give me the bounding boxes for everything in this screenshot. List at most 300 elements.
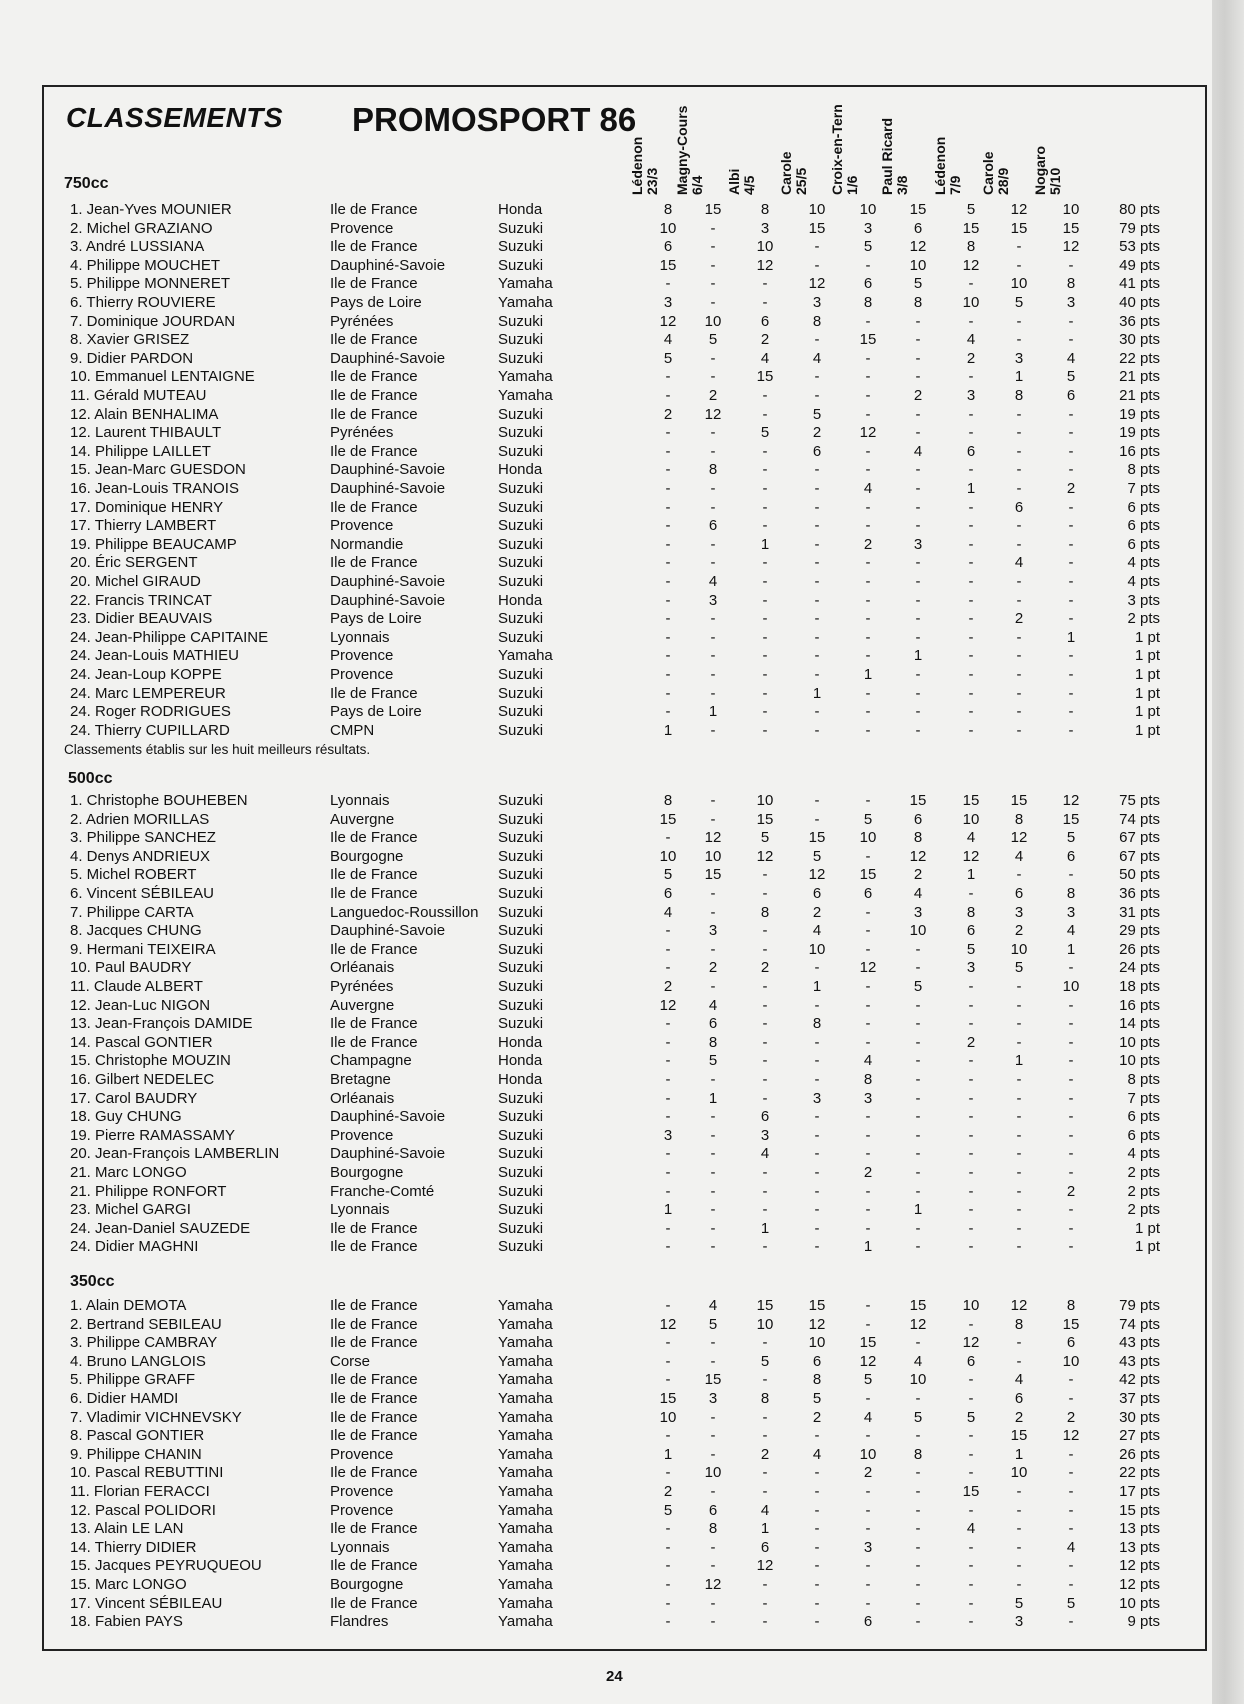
round-score: - <box>968 1219 974 1237</box>
rider-region: Normandie <box>330 535 404 553</box>
round-score: - <box>710 1334 716 1352</box>
round-score: - <box>665 610 671 628</box>
rider-region: Bretagne <box>330 1071 391 1088</box>
round-score: 12 <box>756 847 774 865</box>
round-score: - <box>968 312 974 330</box>
round-score: 6 <box>812 1352 822 1370</box>
round-score: - <box>710 1538 716 1556</box>
round-score: 6 <box>913 810 923 828</box>
rider-make: Suzuki <box>498 349 544 367</box>
round-score: - <box>814 535 820 553</box>
round-score: 3 <box>863 1538 873 1556</box>
round-score: - <box>665 959 671 977</box>
round-score: 8 <box>863 1071 873 1088</box>
round-score: 10 <box>962 1297 980 1314</box>
round-header-label: Magny-Cours 6/4 <box>674 105 705 195</box>
round-score: 12 <box>756 1557 774 1575</box>
round-score: - <box>1016 1219 1022 1237</box>
table-row <box>0 1108 1212 1127</box>
table-row <box>0 941 1212 960</box>
round-score: - <box>814 1126 820 1144</box>
rider-name: 17. Vincent SÉBILEAU <box>70 1594 223 1612</box>
rider-region: CMPN <box>330 721 375 739</box>
total-points: 15 pts <box>1119 1501 1160 1519</box>
table-row <box>0 573 1212 592</box>
round-score: 8 <box>1014 810 1024 828</box>
round-score: - <box>968 405 974 423</box>
rider-name: 10. Paul BAUDRY <box>70 959 192 977</box>
round-score: 2 <box>863 1164 873 1181</box>
round-score: - <box>814 517 820 535</box>
rider-region: Dauphiné-Savoie <box>330 1108 446 1126</box>
rider-name: 17. Thierry LAMBERT <box>70 517 217 535</box>
round-score: - <box>915 1071 921 1088</box>
round-score: 15 <box>1010 1427 1028 1445</box>
round-score: 2 <box>966 1033 976 1051</box>
round-score: - <box>710 1427 716 1445</box>
round-score: - <box>1068 996 1074 1014</box>
table-row <box>0 517 1212 536</box>
rider-region: Dauphiné-Savoie <box>330 256 446 274</box>
round-score: - <box>762 1015 768 1033</box>
total-points: 42 pts <box>1119 1371 1160 1389</box>
round-score: 2 <box>812 424 822 442</box>
round-score: - <box>865 1145 871 1163</box>
total-points: 53 pts <box>1119 238 1160 256</box>
round-score: - <box>814 331 820 349</box>
round-score: 2 <box>913 387 923 404</box>
round-score: - <box>710 1145 716 1163</box>
round-score: - <box>915 424 921 442</box>
rider-name: 8. Pascal GONTIER <box>70 1427 205 1445</box>
table-row <box>0 1183 1212 1202</box>
round-score: 10 <box>1010 275 1028 293</box>
rider-name: 13. Jean-François DAMIDE <box>70 1015 253 1033</box>
round-score: - <box>865 610 871 628</box>
round-score: - <box>665 1352 671 1370</box>
round-score: - <box>762 480 768 497</box>
round-score: 5 <box>1066 1594 1076 1612</box>
round-score: 10 <box>909 1371 927 1389</box>
round-score: - <box>915 1219 921 1237</box>
round-score: - <box>968 1538 974 1556</box>
round-score: - <box>710 903 716 921</box>
rider-region: Dauphiné-Savoie <box>330 922 446 940</box>
rider-region: Ile de France <box>330 201 418 218</box>
round-score: - <box>814 792 820 809</box>
round-score: - <box>710 554 716 572</box>
round-score: - <box>865 387 871 404</box>
table-row <box>0 368 1212 387</box>
rider-make: Suzuki <box>498 405 544 423</box>
rider-make: Suzuki <box>498 424 544 442</box>
round-score: - <box>1068 1015 1074 1033</box>
table-row <box>0 1557 1212 1576</box>
round-score: - <box>968 1464 974 1482</box>
rider-make: Suzuki <box>498 1108 544 1126</box>
table-row <box>0 1071 1212 1090</box>
rider-region: Pyrénées <box>330 312 394 330</box>
round-score: - <box>1068 405 1074 423</box>
round-score: 1 <box>1014 1445 1024 1463</box>
round-score: 2 <box>663 1483 673 1500</box>
round-score: 12 <box>756 256 774 274</box>
round-score: - <box>1068 256 1074 274</box>
total-points: 10 pts <box>1119 1052 1160 1070</box>
round-score: - <box>1068 517 1074 535</box>
rider-name: 6. Vincent SÉBILEAU <box>70 885 214 902</box>
round-score: 4 <box>863 1052 873 1070</box>
round-score: - <box>1016 480 1022 497</box>
rider-name: 23. Didier BEAUVAIS <box>70 610 213 628</box>
round-score: 4 <box>1066 922 1076 940</box>
round-score: - <box>762 554 768 572</box>
round-score: - <box>865 721 871 739</box>
round-score: - <box>915 1501 921 1519</box>
rider-make: Suzuki <box>498 959 544 977</box>
round-score: - <box>1068 666 1074 683</box>
round-score: - <box>915 1126 921 1144</box>
total-points: 75 pts <box>1119 792 1160 809</box>
round-score: - <box>762 703 768 721</box>
round-score: - <box>814 996 820 1014</box>
rider-make: Suzuki <box>498 1164 544 1181</box>
table-row <box>0 1297 1212 1316</box>
round-score: 12 <box>962 256 980 274</box>
round-score: - <box>710 219 716 237</box>
round-score: - <box>865 461 871 479</box>
round-score: - <box>665 387 671 404</box>
round-score: - <box>865 1315 871 1333</box>
round-score: - <box>814 573 820 590</box>
total-points: 1 pt <box>1134 647 1160 665</box>
rider-name: 21. Marc LONGO <box>70 1164 187 1181</box>
total-points: 50 pts <box>1119 866 1160 884</box>
table-row <box>0 201 1212 220</box>
rider-name: 24. Jean-Louis MATHIEU <box>70 647 239 665</box>
rider-make: Yamaha <box>498 1594 553 1612</box>
rider-make: Suzuki <box>498 703 544 721</box>
round-score: - <box>665 1464 671 1482</box>
round-score: 6 <box>760 1108 770 1126</box>
round-score: 4 <box>663 331 673 349</box>
round-score: - <box>1068 554 1074 572</box>
round-score: 4 <box>1066 349 1076 367</box>
rider-region: Provence <box>330 666 394 683</box>
round-score: 8 <box>966 903 976 921</box>
round-score: 10 <box>1010 940 1028 958</box>
round-score: 1 <box>812 684 822 702</box>
round-score: - <box>814 480 820 497</box>
rider-region: Ile de France <box>330 238 418 256</box>
rider-name: 3. Philippe CAMBRAY <box>70 1334 218 1352</box>
round-score: - <box>665 554 671 572</box>
round-score: - <box>968 1071 974 1088</box>
rider-name: 12. Pascal POLIDORI <box>70 1501 216 1519</box>
round-score: - <box>1016 721 1022 739</box>
round-score: 15 <box>859 866 877 884</box>
round-score: 5 <box>1066 368 1076 386</box>
rider-make: Yamaha <box>498 1464 553 1482</box>
table-row <box>0 1409 1212 1428</box>
round-score: 12 <box>704 829 722 847</box>
rider-region: Pays de Loire <box>330 703 422 721</box>
rider-region: Ile de France <box>330 331 418 349</box>
round-score: - <box>968 1390 974 1407</box>
rider-region: Ile de France <box>330 1033 418 1051</box>
round-score: - <box>865 405 871 423</box>
round-score: 10 <box>704 1464 722 1482</box>
round-score: 2 <box>913 866 923 884</box>
round-score: - <box>865 940 871 958</box>
round-score: 1 <box>913 1201 923 1219</box>
round-score: 5 <box>663 1501 673 1519</box>
table-row <box>0 1220 1212 1239</box>
total-points: 43 pts <box>1119 1334 1160 1352</box>
round-score: - <box>710 1408 716 1426</box>
rider-region: Ile de France <box>330 498 418 516</box>
round-score: 4 <box>760 1501 770 1519</box>
round-score: - <box>710 480 716 497</box>
total-points: 19 pts <box>1119 424 1160 442</box>
total-points: 6 pts <box>1127 1108 1160 1126</box>
round-score: - <box>915 1613 921 1631</box>
rider-region: Provence <box>330 1126 394 1144</box>
round-score: 6 <box>812 885 822 902</box>
round-score: 4 <box>812 1445 822 1463</box>
round-score: - <box>710 666 716 683</box>
rider-make: Yamaha <box>498 1576 553 1593</box>
rider-region: Ile de France <box>330 1408 418 1426</box>
round-score: 5 <box>1014 1594 1024 1612</box>
rider-make: Honda <box>498 201 543 218</box>
round-score: - <box>1016 1576 1022 1593</box>
rider-region: Ile de France <box>330 387 418 404</box>
round-score: - <box>1068 684 1074 702</box>
round-score: 5 <box>913 275 923 293</box>
rider-name: 12. Alain BENHALIMA <box>70 405 219 423</box>
round-score: - <box>710 275 716 293</box>
round-score: - <box>762 666 768 683</box>
round-score: - <box>915 368 921 386</box>
rider-region: Dauphiné-Savoie <box>330 349 446 367</box>
round-score: 4 <box>863 480 873 497</box>
round-score: - <box>865 1297 871 1314</box>
rider-region: Provence <box>330 1445 394 1463</box>
total-points: 43 pts <box>1119 1352 1160 1370</box>
round-score: 1 <box>663 721 673 739</box>
round-score: - <box>665 1538 671 1556</box>
rider-name: 13. Alain LE LAN <box>70 1520 184 1538</box>
round-score: - <box>1068 591 1074 609</box>
round-score: - <box>968 368 974 386</box>
rider-make: Honda <box>498 1071 543 1088</box>
section-note: Classements établis sur les huit meilleurs résultats. <box>64 742 371 757</box>
round-score: 12 <box>859 1352 877 1370</box>
round-score: 10 <box>659 219 677 237</box>
round-score: 12 <box>909 238 927 256</box>
round-score: - <box>1068 1201 1074 1219</box>
round-score: 1 <box>663 1445 673 1463</box>
round-score: 5 <box>863 1371 873 1389</box>
rider-region: Ile de France <box>330 684 418 702</box>
round-score: - <box>968 1238 974 1256</box>
table-row <box>0 1127 1212 1146</box>
round-score: - <box>762 885 768 902</box>
table-row <box>0 685 1212 704</box>
rider-region: Lyonnais <box>330 792 390 809</box>
round-score: - <box>710 238 716 256</box>
round-score: - <box>710 1108 716 1126</box>
rider-make: Suzuki <box>498 810 544 828</box>
rider-make: Yamaha <box>498 1408 553 1426</box>
round-score: - <box>665 940 671 958</box>
round-score: 6 <box>1066 387 1076 404</box>
rider-make: Suzuki <box>498 312 544 330</box>
rider-make: Suzuki <box>498 498 544 516</box>
rider-make: Suzuki <box>498 628 544 646</box>
round-score: - <box>968 1164 974 1181</box>
round-score: 12 <box>1010 201 1028 218</box>
round-score: - <box>865 1427 871 1445</box>
round-score: 15 <box>1010 792 1028 809</box>
round-score: 4 <box>1066 1538 1076 1556</box>
total-points: 36 pts <box>1119 885 1160 902</box>
round-score: - <box>1068 647 1074 665</box>
round-score: - <box>1016 1520 1022 1538</box>
table-row <box>0 406 1212 425</box>
rider-make: Suzuki <box>498 940 544 958</box>
rider-name: 2. Michel GRAZIANO <box>70 219 213 237</box>
round-score: 15 <box>756 810 774 828</box>
round-score: - <box>665 1557 671 1575</box>
round-score: - <box>814 1052 820 1070</box>
total-points: 80 pts <box>1119 201 1160 218</box>
rider-name: 23. Michel GARGI <box>70 1201 191 1219</box>
rider-make: Yamaha <box>498 1501 553 1519</box>
round-score: 12 <box>859 424 877 442</box>
round-score: - <box>865 573 871 590</box>
round-score: 15 <box>962 1483 980 1500</box>
table-row <box>0 647 1212 666</box>
round-score: - <box>968 1052 974 1070</box>
round-score: - <box>762 573 768 590</box>
round-score: - <box>1068 1390 1074 1407</box>
round-score: - <box>1068 1464 1074 1482</box>
round-score: - <box>1016 703 1022 721</box>
rider-name: 10. Pascal REBUTTINI <box>70 1464 224 1482</box>
round-score: 8 <box>708 461 718 479</box>
rider-make: Suzuki <box>498 219 544 237</box>
round-score: 4 <box>966 331 976 349</box>
round-score: - <box>814 1613 820 1631</box>
round-score: - <box>968 978 974 995</box>
round-score: 8 <box>760 201 770 218</box>
round-score: 2 <box>812 903 822 921</box>
rider-region: Corse <box>330 1352 371 1370</box>
round-score: - <box>1068 1501 1074 1519</box>
round-score: 2 <box>663 405 673 423</box>
total-points: 8 pts <box>1127 461 1160 479</box>
rider-make: Suzuki <box>498 1015 544 1033</box>
total-points: 79 pts <box>1119 219 1160 237</box>
round-score: - <box>710 1238 716 1256</box>
table-row <box>0 275 1212 294</box>
round-score: - <box>814 1108 820 1126</box>
round-score: - <box>665 1145 671 1163</box>
round-score: - <box>1068 1445 1074 1463</box>
rider-name: 4. Bruno LANGLOIS <box>70 1352 206 1370</box>
round-score: - <box>1068 498 1074 516</box>
round-score: 4 <box>863 1408 873 1426</box>
round-score: - <box>710 1594 716 1612</box>
rider-region: Lyonnais <box>330 1538 390 1556</box>
round-score: 3 <box>663 294 673 311</box>
rider-region: Auvergne <box>330 996 395 1014</box>
round-score: 6 <box>1014 885 1024 902</box>
total-points: 4 pts <box>1127 1145 1160 1163</box>
round-score: - <box>762 628 768 646</box>
round-score: 1 <box>760 535 770 553</box>
table-row <box>0 792 1212 811</box>
round-score: 2 <box>1014 610 1024 628</box>
round-score: - <box>814 1576 820 1593</box>
round-score: - <box>915 498 921 516</box>
round-score: - <box>1068 1613 1074 1631</box>
round-score: - <box>1068 461 1074 479</box>
rider-make: Suzuki <box>498 1201 544 1219</box>
round-score: - <box>665 1015 671 1033</box>
round-score: - <box>968 1557 974 1575</box>
round-score: - <box>762 1613 768 1631</box>
rider-region: Dauphiné-Savoie <box>330 480 446 497</box>
total-points: 2 pts <box>1127 1201 1160 1219</box>
table-row <box>0 1371 1212 1390</box>
round-score: - <box>1016 238 1022 256</box>
round-score: - <box>865 368 871 386</box>
rider-make: Suzuki <box>498 256 544 274</box>
round-score: - <box>865 903 871 921</box>
round-score: 15 <box>962 219 980 237</box>
rider-make: Honda <box>498 1033 543 1051</box>
table-row <box>0 331 1212 350</box>
round-score: 8 <box>760 903 770 921</box>
round-score: 3 <box>1014 903 1024 921</box>
round-score: 3 <box>708 591 718 609</box>
table-row <box>0 1334 1212 1353</box>
rider-make: Suzuki <box>498 903 544 921</box>
table-row <box>0 959 1212 978</box>
round-score: 5 <box>1066 829 1076 847</box>
table-row <box>0 1015 1212 1034</box>
total-points: 1 pt <box>1134 1238 1160 1256</box>
round-score: 4 <box>812 349 822 367</box>
table-row <box>0 480 1212 499</box>
round-score: 6 <box>708 517 718 535</box>
round-score: 4 <box>966 1520 976 1538</box>
round-score: - <box>968 1126 974 1144</box>
round-score: - <box>762 517 768 535</box>
round-score: - <box>1016 684 1022 702</box>
round-score: - <box>968 610 974 628</box>
rider-region: Ile de France <box>330 829 418 847</box>
round-score: - <box>1016 535 1022 553</box>
round-score: - <box>968 591 974 609</box>
rider-make: Suzuki <box>498 922 544 940</box>
round-score: 15 <box>756 1297 774 1314</box>
total-points: 1 pt <box>1134 1219 1160 1237</box>
round-score: 4 <box>913 1352 923 1370</box>
